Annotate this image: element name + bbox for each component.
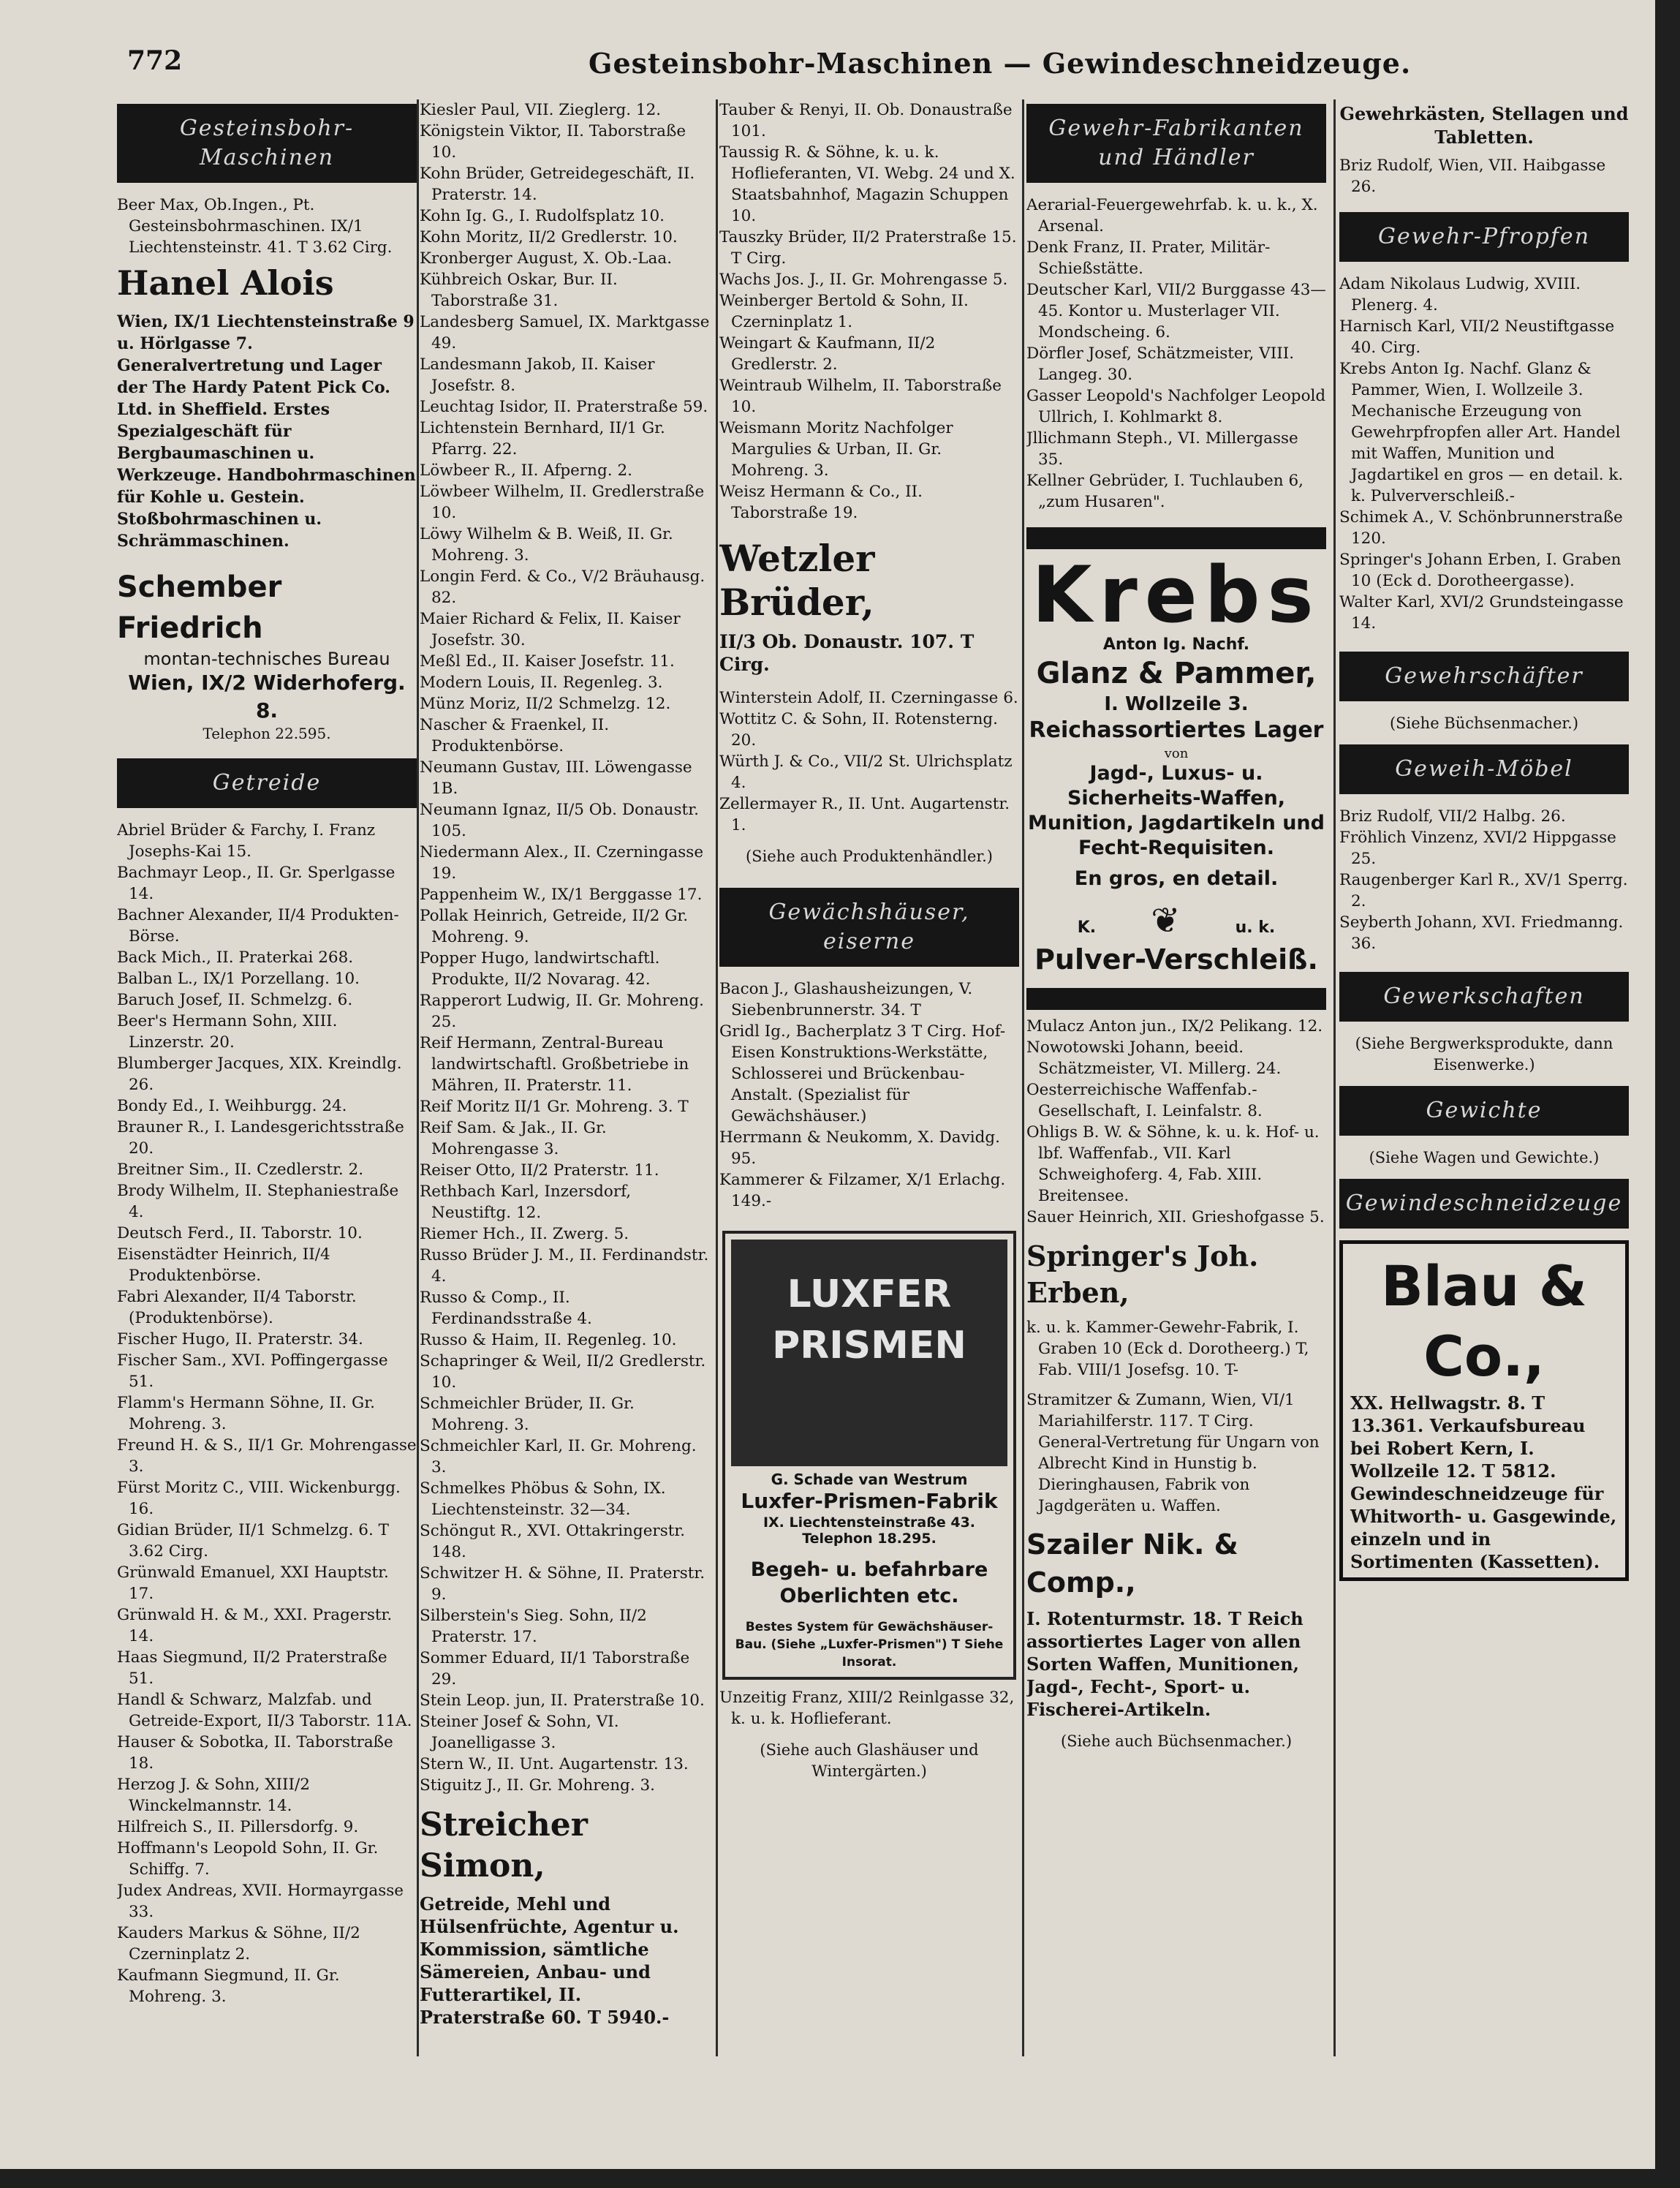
luxfer-ad-note: Bestes System für Gewächshäuser-Bau. (Siehe „Luxfer-Prismen") T Siehe Insorat. [735,1620,1004,1670]
entry: Gasser Leopold's Nachfolger Leopold Ullrich, I. Kohlmarkt 8. [1026,387,1326,426]
see-also-note: (Siehe Büchsenmacher.) [1389,714,1579,732]
column-rule [1022,99,1024,2056]
entry: Deutsch Ferd., II. Taborstr. 10. [117,1224,363,1242]
section-header-gewerkschaften: Gewerkschaften [1339,972,1629,1022]
entry: Abriel Brüder & Farchy, I. Franz Josephs-Kai 15. [117,821,376,861]
entry: Hilfreich S., II. Pillersdorfg. 9. [117,1818,359,1836]
entry: Raugenberger Karl R., XV/1 Sperrg. 2. [1339,871,1628,910]
entry: Reif Sam. & Jak., II. Gr. Mohrengasse 3. [420,1119,607,1158]
entry: Briz Rudolf, Wien, VII. Haibgasse 26. [1339,156,1606,196]
ad-schember-tel: Telephon 22.595. [203,725,331,742]
luxfer-fabrik: Luxfer-Prismen-Fabrik [741,1489,998,1513]
ad-luxfer [722,1231,1016,1680]
luxfer-illustration: LUXFER PRISMEN [731,1240,1007,1466]
ad-szailer-text: I. Rotenturmstr. 18. T Reich assortiertes Lager von allen Sorten Waffen, Munitionen, Jagd-, Fecht-, Sport- u. Fischerei-Artikeln. [1026,1608,1303,1720]
entry: Winterstein Adolf, II. Czerningasse 6. [719,689,1018,707]
entry: Königstein Viktor, II. Taborstraße 10. [420,122,686,162]
entry: Stein Leop. jun, II. Praterstraße 10. [420,1691,705,1710]
entry: Stern W., II. Unt. Augartenstr. 13. [420,1755,689,1773]
entry: Briz Rudolf, VII/2 Halbg. 26. [1339,807,1566,826]
column-4 [1026,99,1326,2056]
entry: Flamm's Hermann Söhne, II. Gr. Mohreng. 3. [117,1394,375,1433]
ad-krebs [1026,527,1326,1010]
ad-krebs-k: K. [1077,918,1097,937]
ad-springer-name: Springer's Joh. Erben, [1026,1240,1259,1309]
entry: Pollak Heinrich, Getreide, II/2 Gr. Mohreng. 9. [420,907,689,946]
column-rule [1333,99,1336,2056]
entry: Nowotowski Johann, beeid. Schätzmeister, VI. Millerg. 24. [1026,1038,1282,1078]
entry: Baruch Josef, II. Schmelzg. 6. [117,991,353,1009]
ad-krebs-owners: Glanz & Pammer, [1036,657,1317,690]
entry: Sauer Heinrich, XII. Grieshofgasse 5. [1026,1208,1325,1226]
see-also-note: (Siehe Bergwerksprodukte, dann Eisenwerke.) [1355,1035,1613,1074]
entry: Russo & Comp., II. Ferdinandsstraße 4. [420,1289,592,1328]
entry: Riemer Hch., II. Zwerg. 5. [420,1225,629,1243]
entry: Wottitz C. & Sohn, II. Rotensterng. 20. [719,710,999,750]
entry: Popper Hugo, landwirtschaftl. Produkte, II/2 Novarag. 42. [420,949,660,989]
ad-blau [1339,1240,1629,1581]
ad-krebs-name: Krebs [1032,550,1321,640]
entry: Landesberg Samuel, IX. Marktgasse 49. [420,313,710,352]
entry: Reif Hermann, Zentral-Bureau landwirtschaftl. Großbetriebe in Mähren, II. Praterstr. 11. [420,1034,689,1095]
luxfer-ad-line: Begeh- u. befahrbare Oberlichten etc. [750,1558,988,1607]
entry: Eisenstädter Heinrich, II/4 Produktenbörse. [117,1245,330,1285]
ad-blau-text: XX. Hellwagstr. 8. T 13.361. Verkaufsbureau bei Robert Kern, I. Wollzeile 12. T 5812. Gewindeschneidzeuge für Whitworth- u. Gasgewinde, einzeln und in Sortimenten (Kassetten). [1350,1392,1617,1572]
entry: Aerarial-Feuergewehrfab. k. u. k., X. Arsenal. [1026,196,1318,235]
entry: Kronberger August, X. Ob.-Laa. [420,249,673,268]
entry: Bachner Alexander, II/4 Produkten-Börse. [117,906,399,946]
entry: Haas Siegmund, II/2 Praterstraße 51. [117,1648,387,1688]
entry: Schmeichler Brüder, II. Gr. Mohreng. 3. [420,1395,635,1434]
section-header-gewichte: Gewichte [1339,1086,1629,1136]
entry: Freund H. & S., II/1 Gr. Mohrengasse 3. [117,1436,417,1476]
column-rule [716,99,718,2056]
entry: Löwbeer Wilhelm, II. Gredlerstraße 10. [420,483,705,522]
entry: Lichtenstein Bernhard, II/1 Gr. Pfarrg. 22. [420,419,665,459]
page-title: Gesteinsbohr-Maschinen — Gewindeschneidzeuge. [589,47,1412,80]
entry: Fischer Sam., XVI. Poffingergasse 51. [117,1351,388,1391]
entry: Deutscher Karl, VII/2 Burggasse 43—45. Kontor u. Musterlager VII. Mondscheing. 6. [1026,281,1326,342]
entry: Tauszky Brüder, II/2 Praterstraße 15. T Cirg. [719,228,1017,268]
ad-schember-name: Schember Friedrich [117,570,282,645]
entry: Kaufmann Siegmund, II. Gr. Mohreng. 3. [117,1966,340,2006]
entry: Stiguitz J., II. Gr. Mohreng. 3. [420,1776,655,1795]
entry: Schwitzer H. & Söhne, II. Praterstr. 9. [420,1564,705,1604]
entry: Schmeichler Karl, II. Gr. Mohreng. 3. [420,1437,697,1476]
entry: Brody Wilhelm, II. Stephaniestraße 4. [117,1182,399,1221]
entry: Kauders Markus & Söhne, II/2 Czerninplatz 2. [117,1924,360,1963]
entry: Zellermayer R., II. Unt. Augartenstr. 1. [719,795,1010,834]
entry: Rethbach Karl, Inzersdorf, Neustiftg. 12. [420,1182,632,1222]
entry: Kohn Brüder, Getreidegeschäft, II. Praterstr. 14. [420,165,695,204]
entry: Ohligs B. W. & Söhne, k. u. k. Hof- u. lbf. Waffenfab., VII. Karl Schweighoferg. 4, Fab. XIII. Breitensee. [1026,1123,1320,1205]
section-header-gewehrschaefter: Gewehrschäfter [1339,652,1629,701]
entry: Kellner Gebrüder, I. Tuchlauben 6, „zum Husaren". [1026,472,1303,511]
ad-hanel-name: Hanel Alois [117,263,334,303]
entry: Reiser Otto, II/2 Praterstr. 11. [420,1161,659,1180]
section-header-gewehr-pfropfen: Gewehr-Pfropfen [1339,212,1629,262]
ad-streicher-name: Streicher Simon, [420,1806,588,1885]
entry: Weinberger Bertold & Sohn, II. Czerninplatz 1. [719,292,969,331]
column-1 [117,99,417,2056]
entry: Grünwald H. & M., XXI. Pragerstr. 14. [117,1606,393,1645]
entry: Neumann Gustav, III. Löwengasse 1B. [420,758,692,798]
column-3 [719,99,1019,2056]
ad-wetzler-name: Wetzler Brüder, [719,537,875,624]
entry: Walter Karl, XVI/2 Grundsteingasse 14. [1339,593,1624,633]
page-number: 772 [127,45,183,76]
entry: Krebs Anton Ig. Nachf. Glanz & Pammer, Wien, I. Wollzeile 3. Mechanische Erzeugung von Gewehrpfropfen aller Art. Handel mit Waffen, Munition und Jagdartikel en gros — en detail. k. k. Pulververschleiß.- [1339,360,1624,505]
entry: Breitner Sim., II. Czedlerstr. 2. [117,1161,364,1179]
entry: Schimek A., V. Schönbrunnerstraße 120. [1339,508,1623,548]
entry: Handl & Schwarz, Malzfab. und Getreide-Export, II/3 Taborstr. 11A. [117,1691,412,1730]
entry: Weintraub Wilhelm, II. Taborstraße 10. [719,377,1002,416]
ad-springer-text: k. u. k. Kammer-Gewehr-Fabrik, I. Graben 10 (Eck d. Dorotheerg.) T, Fab. VIII/1 Josefsg. 10. T- [1026,1319,1309,1379]
ad-krebs-von: von [1164,746,1189,761]
column-2 [420,99,712,2056]
ad-wetzler-addr: II/3 Ob. Donaustr. 107. T Cirg. [719,631,975,675]
entry: Herzog J. & Sohn, XIII/2 Winckelmannstr. 14. [117,1776,310,1815]
entry: Hauser & Sobotka, II. Taborstraße 18. [117,1733,393,1773]
section-header-gesteinsbohr: Gesteinsbohr-Maschinen [117,104,417,183]
ad-krebs-top-bar [1026,527,1326,549]
ad-krebs-address: I. Wollzeile 3. [1104,693,1249,715]
ad-schember-addr: Wien, IX/2 Widerhoferg. 8. [128,671,406,723]
entry: Schöngut R., XVI. Ottakringerstr. 148. [420,1522,686,1561]
entry: Fürst Moritz C., VIII. Wickenburgg. 16. [117,1479,401,1518]
entry: Back Mich., II. Praterkai 268. [117,948,354,967]
entry: Brauner R., I. Landesgerichtsstraße 20. [117,1118,404,1158]
entry: Steiner Josef & Sohn, VI. Joanelligasse 3. [420,1713,619,1752]
ad-schember-sub: montan-technisches Bureau [143,649,390,669]
column-5 [1339,99,1629,2056]
entry: Bachmayr Leop., II. Gr. Sperlgasse 14. [117,864,396,903]
entry: Maier Richard & Felix, II. Kaiser Josefstr. 30. [420,610,681,649]
entry: Dörfler Josef, Schätzmeister, VIII. Langeg. 30. [1026,344,1295,384]
entry: Meßl Ed., II. Kaiser Josefstr. 11. [420,652,675,671]
entry: Gidian Brüder, II/1 Schmelzg. 6. T 3.62 Cirg. [117,1521,389,1561]
entry: Silberstein's Sieg. Sohn, II/2 Praterstr. 17. [420,1607,647,1646]
entry: Leuchtag Isidor, II. Praterstraße 59. [420,398,708,416]
entry: Weismann Moritz Nachfolger Margulies & Urban, II. Gr. Mohreng. 3. [719,419,953,480]
entry: Würth J. & Co., VII/2 St. Ulrichsplatz 4. [719,752,1013,792]
luxfer-telephone: Telephon 18.295. [802,1531,937,1547]
ad-szailer-name: Szailer Nik. & Comp., [1026,1528,1238,1599]
entry: Pappenheim W., IX/1 Berggasse 17. [420,886,703,904]
luxfer-address: IX. Liechtensteinstraße 43. [763,1514,976,1531]
entry: Weisz Hermann & Co., II. Taborstraße 19. [719,483,923,522]
see-also-note: (Siehe auch Glashäuser und Wintergärten.) [760,1741,979,1780]
entry: Unzeitig Franz, XIII/2 Reinlgasse 32, k. u. k. Hoflieferant. [719,1689,1015,1728]
ad-krebs-sub: Anton Ig. Nachf. [1102,635,1250,654]
entry: Longin Ferd. & Co., V/2 Bräuhausg. 82. [420,567,705,607]
entry: Fischer Hugo, II. Praterstr. 34. [117,1330,363,1348]
entry: Mulacz Anton jun., IX/2 Pelikang. 12. [1026,1017,1323,1035]
luxfer-maker: G. Schade van Westrum [771,1471,968,1488]
entry: Blumberger Jacques, XIX. Kreindlg. 26. [117,1055,402,1094]
entry: Judex Andreas, XVII. Hormayrgasse 33. [117,1882,404,1921]
entry: Reif Moritz II/1 Gr. Mohreng. 3. T [420,1098,689,1116]
entry: Tauber & Renyi, II. Ob. Donaustraße 101. [719,101,1013,140]
entry: Harnisch Karl, VII/2 Neustiftgasse 40. Cirg. [1339,317,1615,357]
ad-krebs-bottom-bar [1026,988,1326,1010]
entry: Gridl Ig., Bacherplatz 3 T Cirg. Hof-Eisen Konstruktions-Werkstätte, Schlosserei und Brückenbau-Anstalt. (Spezialist für Gewächshäuser.) [719,1022,1006,1125]
section-header-getreide: Getreide [117,758,417,808]
ad-streicher-text: Getreide, Mehl und Hülsenfrüchte, Agentur u. Kommission, sämtliche Sämereien, Anbau- und Futterartikel, II. Praterstraße 60. T 5940.- [420,1893,679,2028]
entry: Schapringer & Weil, II/2 Gredlerstr. 10. [420,1352,706,1392]
entry: Grünwald Emanuel, XXI Hauptstr. 17. [117,1563,389,1603]
ad-krebs-pulver: Pulver-Verschleiß. [1034,943,1318,976]
entry: Löwy Wilhelm & B. Weiß, II. Gr. Mohreng. 3. [420,525,673,565]
entry: Löwbeer R., II. Afperng. 2. [420,461,632,480]
entry: Beer Max, Ob.Ingen., Pt. Gesteinsbohrmaschinen. IX/1 Liechtensteinstr. 41. T 3.62 Cirg. [117,196,393,257]
entry: Kohn Ig. G., I. Rudolfsplatz 10. [420,207,665,225]
entry: Hoffmann's Leopold Sohn, II. Gr. Schiffg. 7. [117,1839,379,1879]
entry: Nascher & Fraenkel, II. Produktenbörse. [420,716,610,755]
entry: Kohn Moritz, II/2 Gredlerstr. 10. [420,228,678,246]
entry: Jllichmann Steph., VI. Millergasse 35. [1026,429,1298,469]
entry: Kühbreich Oskar, Bur. II. Taborstraße 31. [420,271,618,310]
entry: Denk Franz, II. Prater, Militär-Schießstätte. [1026,238,1271,278]
entry: Münz Moriz, II/2 Schmelzg. 12. [420,695,671,713]
entry: Bacon J., Glashausheizungen, V. Siebenbrunnerstr. 34. T [719,980,973,1019]
entry: Niedermann Alex., II. Czerningasse 19. [420,843,704,883]
section-heading-gewehrkaesten: Gewehrkästen, Stellagen und Tabletten. [1339,103,1629,148]
entry: Weingart & Kaufmann, II/2 Gredlerstr. 2. [719,334,936,374]
entry: Kammerer & Filzamer, X/1 Erlachg. 149.- [719,1171,1006,1210]
ad-krebs-lager: Reichassortiertes Lager [1029,717,1324,743]
entry: Kiesler Paul, VII. Zieglerg. 12. [420,101,662,119]
entry: Oesterreichische Waffenfab.-Gesellschaft, I. Leinfalstr. 8. [1026,1081,1263,1120]
entry: Beer's Hermann Sohn, XIII. Linzerstr. 20. [117,1012,338,1052]
column-rule [417,99,419,2056]
entry: Balban L., IX/1 Porzellang. 10. [117,970,360,988]
entry: Taussig R. & Söhne, k. u. k. Hoflieferanten, VI. Webg. 24 und X. Staatsbahnhof, Magazin Schuppen 10. [719,143,1015,225]
entry: Russo Brüder J. M., II. Ferdinandstr. 4. [420,1246,709,1286]
section-header-geweih-moebel: Geweih-Möbel [1339,744,1629,794]
entry: Stramitzer & Zumann, Wien, VI/1 Mariahilferstr. 117. T Cirg. General-Vertretung für Ungarn von Albrecht Kind in Hunstig b. Dieringhausen, Fabrik von Jagdgeräten u. Waffen. [1026,1391,1320,1515]
see-also-note: (Siehe auch Produktenhändler.) [745,848,993,865]
entry: Herrmann & Neukomm, X. Davidg. 95. [719,1128,1000,1168]
section-header-gewaechshaeuser: Gewächshäuser, eiserne [719,888,1019,967]
entry: Springer's Johann Erben, I. Graben 10 (Eck d. Dorotheergasse). [1339,551,1622,590]
ad-krebs-engros: En gros, en detail. [1074,867,1279,890]
entry: Seyberth Johann, XVI. Friedmanng. 36. [1339,913,1624,953]
eagle-icon: ❦ [1151,900,1181,941]
entry: Wachs Jos. J., II. Gr. Mohrengasse 5. [719,271,1008,289]
entry: Landesmann Jakob, II. Kaiser Josefstr. 8. [420,355,655,395]
entry: Fabri Alexander, II/4 Taborstr. (Produktenbörse). [117,1288,357,1327]
entry: Modern Louis, II. Regenleg. 3. [420,674,663,692]
ad-hanel-text: Wien, IX/1 Liechtensteinstraße 9 u. Hörlgasse 7. Generalvertretung und Lager der The Hardy Patent Pick Co. Ltd. in Sheffield. Erstes Spezialgeschäft für Bergbaumaschinen u. Werkzeuge. Handbohrmaschinen für Kohle u. Gestein. Stoßbohrmaschinen u. Schrämmaschinen. [117,312,416,551]
entry: Bondy Ed., I. Weihburgg. 24. [117,1097,347,1115]
section-header-gewindeschneidzeuge: Gewindeschneidzeuge [1339,1179,1629,1229]
ad-krebs-items: Jagd-, Luxus- u. Sicherheits-Waffen, Munition, Jagdartikeln und Fecht-Requisiten. [1028,762,1325,859]
see-also-note: (Siehe auch Büchsenmacher.) [1060,1732,1293,1750]
ad-blau-name: Blau & Co., [1380,1253,1588,1389]
entry: Fröhlich Vinzenz, XVI/2 Hippgasse 25. [1339,829,1616,868]
ad-krebs-uk: u. k. [1235,918,1276,937]
entry: Adam Nikolaus Ludwig, XVIII. Plenerg. 4. [1339,275,1581,314]
entry: Sommer Eduard, II/1 Taborstraße 29. [420,1649,690,1689]
section-header-gewehr-fabrikanten: Gewehr-Fabrikanten und Händler [1026,104,1326,183]
entry: Russo & Haim, II. Regenleg. 10. [420,1331,677,1349]
entry: Schmelkes Phöbus & Sohn, IX. Liechtensteinstr. 32—34. [420,1479,666,1519]
ad-krebs-emblem [1026,900,1326,941]
entry: Neumann Ignaz, II/5 Ob. Donaustr. 105. [420,801,699,840]
entry: Rapperort Ludwig, II. Gr. Mohreng. 25. [420,992,704,1031]
see-also-note: (Siehe Wagen und Gewichte.) [1369,1149,1600,1166]
